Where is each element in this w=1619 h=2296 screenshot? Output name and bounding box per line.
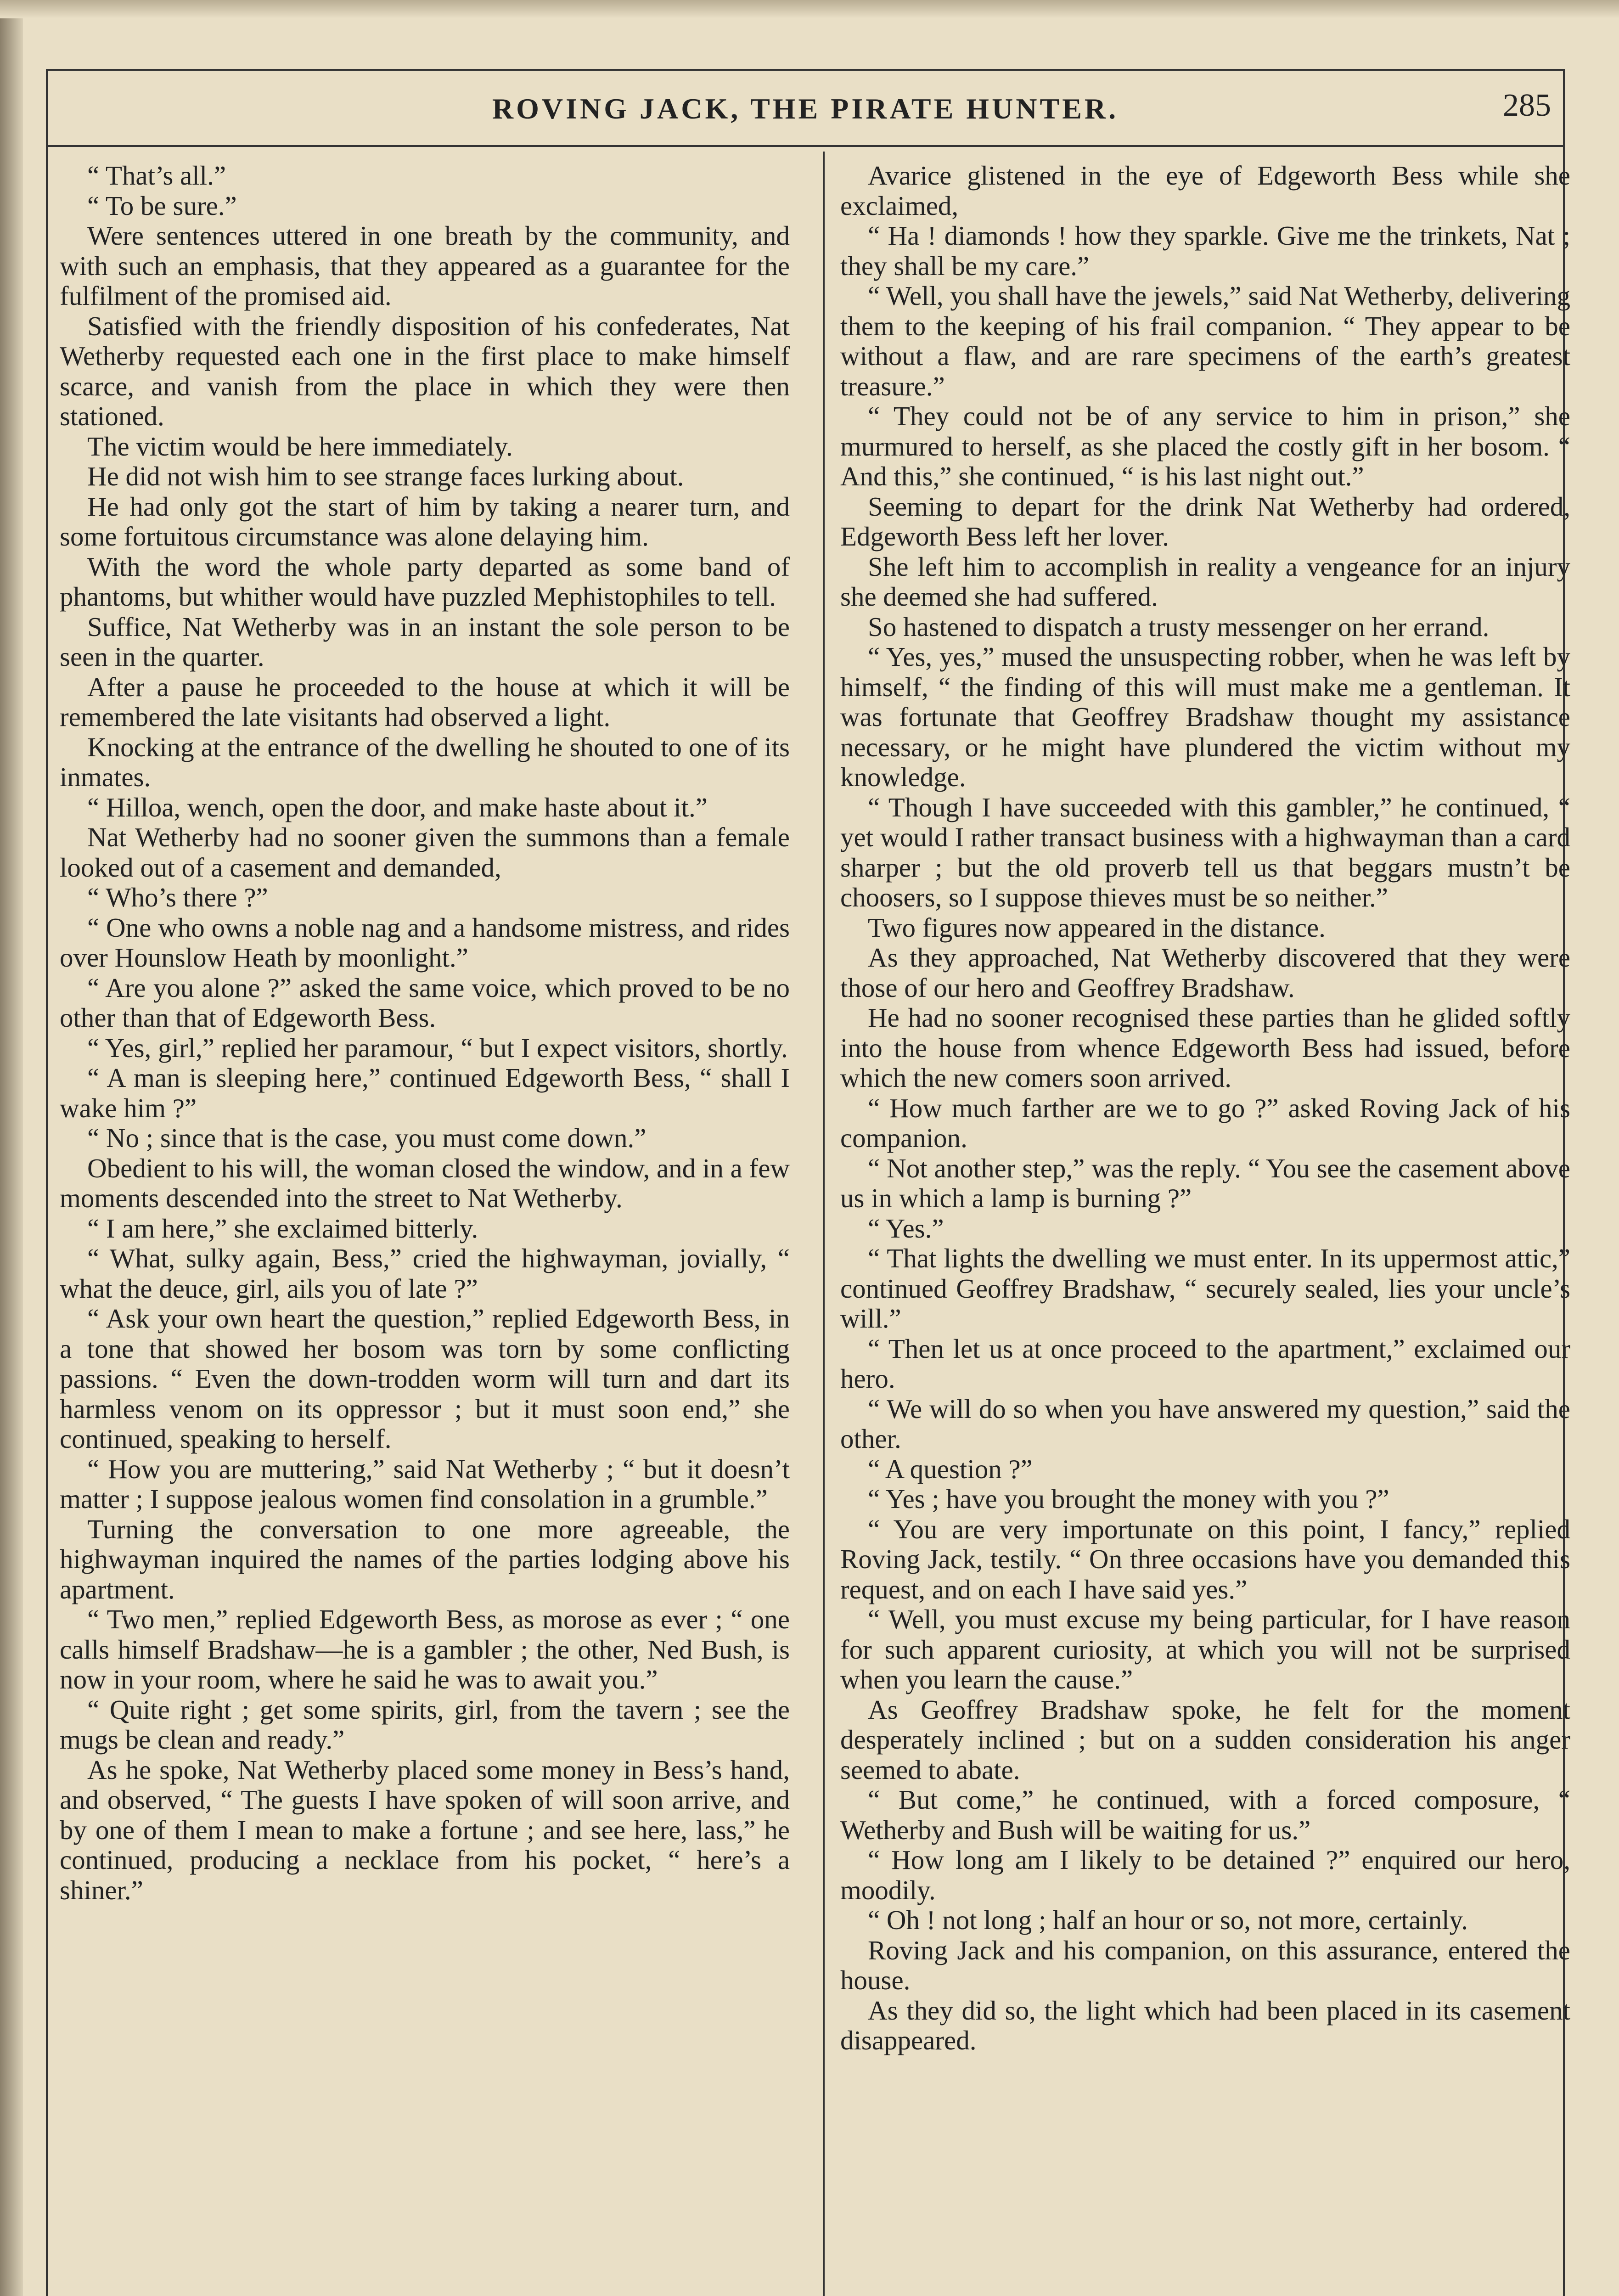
running-header [46, 78, 1565, 147]
paragraph: “ A question ?” [868, 1453, 1033, 1484]
paragraph: “ That lights the dwelling we must enter. In its uppermost attic,” continued Geoffrey Bradshaw, “ securely sealed, lies your uncle’s will.” [840, 1243, 1570, 1334]
paragraph: “ Yes, yes,” mused the unsuspecting robber, when he was left by himself, “ the finding of this will must make me a gentleman. It was fortunate that Geoffrey Bradshaw thought my assistance necessary, or he might have plundered the victim without my knowledge. [840, 642, 1570, 792]
paragraph: “ Yes.” [868, 1213, 944, 1244]
paragraph: Satisfied with the friendly disposition of his confederates, Nat Wetherby requested each one in the first place to make himself scarce, and vanish from the place in which they were then stationed. [60, 310, 790, 431]
paragraph: “ Yes, girl,” replied her paramour, “ but I expect visitors, shortly. [87, 1032, 788, 1063]
paragraph: “ They could not be of any service to him in prison,” she murmured to herself, as she placed the costly gift in her bosom. “ And this,” she continued, “ is his last night out.” [840, 401, 1570, 491]
paragraph: “ Not another step,” was the reply. “ You see the casement above us in which a lamp is burning ?” [840, 1153, 1570, 1213]
paragraph: “ Hilloa, wench, open the door, and make haste about it.” [87, 792, 708, 822]
paragraph: “ What, sulky again, Bess,” cried the highwayman, jovially, “ what the deuce, girl, ails you of late ?” [60, 1243, 790, 1304]
paragraph: Avarice glistened in the eye of Edgeworth Bess while she exclaimed, [840, 161, 1570, 221]
paragraph: Suffice, Nat Wetherby was in an instant the sole person to be seen in the quarter. [60, 611, 790, 672]
page-number: 285 [1503, 88, 1551, 123]
paragraph: “ No ; since that is the case, you must come down.” [87, 1123, 646, 1153]
paragraph: “ Yes ; have you brought the money with you ?” [868, 1484, 1389, 1514]
paragraph: Seeming to depart for the drink Nat Wetherby had ordered, Edgeworth Bess left her lover. [840, 491, 1570, 551]
paragraph: “ A man is sleeping here,” continued Edgeworth Bess, “ shall I wake him ?” [60, 1063, 790, 1123]
paragraph: Were sentences uttered in one breath by the community, and with such an emphasis, that they appeared as a guarantee for the fulfilment of the promised aid. [60, 220, 790, 311]
paragraph: “ How long am I likely to be detained ?” enquired our hero, moodily. [840, 1845, 1570, 1905]
right-text-column [840, 161, 1570, 2296]
paragraph: He did not wish him to see strange faces lurking about. [87, 461, 684, 491]
paragraph: “ Well, you shall have the jewels,” said Nat Wetherby, delivering them to the keeping of his frail companion. “ They appear to be without a flaw, and are rare specimens of the earth’s greatest treasure.” [840, 281, 1570, 401]
paragraph: She left him to accomplish in reality a vengeance for an injury she deemed she had suffered. [840, 551, 1570, 612]
page-binding-edge [0, 0, 23, 2296]
paragraph: Turning the conversation to one more agreeable, the highwayman inquired the names of the parties lodging above his apartment. [60, 1514, 790, 1604]
paragraph: “ We will do so when you have answered my question,” said the other. [840, 1393, 1570, 1454]
paragraph: “ How you are muttering,” said Nat Wetherby ; “ but it doesn’t matter ; I suppose jealous women find consolation in a grumble.” [60, 1453, 790, 1514]
paragraph: The victim would be here immediately. [87, 431, 513, 461]
paragraph: “ Though I have succeeded with this gambler,” he continued, “ yet would I rather transact business with a highwayman than a card sharper ; but the old proverb tell us that beggars mustn’t be choosers, so I suppose thieves must be so neither.” [840, 792, 1570, 912]
paragraph: He had no sooner recognised these parties than he glided softly into the house from whence Edgeworth Bess had issued, before which the new comers soon arrived. [840, 1002, 1570, 1093]
paragraph: “ To be sure.” [87, 190, 237, 221]
paragraph: “ Who’s there ?” [87, 882, 268, 912]
paragraph: As they approached, Nat Wetherby discovered that they were those of our hero and Geoffrey Bradshaw. [840, 942, 1570, 1003]
paragraph: Obedient to his will, the woman closed the window, and in a few moments descended into the street to Nat Wetherby. [60, 1153, 790, 1213]
paragraph: With the word the whole party departed as some band of phantoms, but whither would have puzzled Mephistophiles to tell. [60, 551, 790, 612]
paragraph: He had only got the start of him by taking a nearer turn, and some fortuitous circumstance was alone delaying him. [60, 491, 790, 551]
paragraph: “ That’s all.” [87, 161, 226, 191]
paragraph: “ Quite right ; get some spirits, girl, from the tavern ; see the mugs be clean and ready.” [60, 1694, 790, 1755]
column-divider [823, 152, 825, 2296]
paragraph: As they did so, the light which had been placed in its casement disappeared. [840, 1995, 1570, 2055]
paragraph: “ How much farther are we to go ?” asked Roving Jack of his companion. [840, 1092, 1570, 1153]
paragraph: “ You are very importunate on this point, I fancy,” replied Roving Jack, testily. “ On three occasions have you demanded this request, and on each I have said yes.” [840, 1514, 1570, 1604]
paragraph: Knocking at the entrance of the dwelling he shouted to one of its inmates. [60, 732, 790, 792]
paragraph: “ Oh ! not long ; half an hour or so, not more, certainly. [868, 1905, 1468, 1935]
paragraph: So hastened to dispatch a trusty messenger on her errand. [868, 611, 1490, 642]
paragraph: “ Well, you must excuse my being particular, for I have reason for such apparent curiosity, at which you will not be surprised when you learn the cause.” [840, 1604, 1570, 1694]
paragraph: “ I am here,” she exclaimed bitterly. [87, 1213, 478, 1244]
running-title: ROVING JACK, THE PIRATE HUNTER. [492, 92, 1119, 125]
paragraph: “ Two men,” replied Edgeworth Bess, as morose as ever ; “ one calls himself Bradshaw—he is a gambler ; the other, Ned Bush, is now in your room, where he said he was to await you.” [60, 1604, 790, 1694]
paragraph: “ One who owns a noble nag and a handsome mistress, and rides over Hounslow Heath by moonlight.” [60, 912, 790, 973]
paragraph: “ Ha ! diamonds ! how they sparkle. Give me the trinkets, Nat ; they shall be my care.” [840, 220, 1570, 281]
paragraph: As he spoke, Nat Wetherby placed some money in Bess’s hand, and observed, “ The guests I have spoken of will soon arrive, and by one of them I mean to make a fortune ; and see here, lass,” he continued, producing a necklace from his pocket, “ here’s a shiner.” [60, 1754, 790, 1905]
page-top-edge [0, 0, 1619, 18]
paragraph: “ But come,” he continued, with a forced composure, “ Wetherby and Bush will be waiting for us.” [840, 1784, 1570, 1845]
paragraph: “ Then let us at once proceed to the apartment,” exclaimed our hero. [840, 1333, 1570, 1394]
paragraph: As Geoffrey Bradshaw spoke, he felt for the moment desperately inclined ; but on a sudden consideration his anger seemed to abate. [840, 1694, 1570, 1785]
left-text-column [60, 161, 790, 2296]
paragraph: After a pause he proceeded to the house at which it will be remembered the late visitants had observed a light. [60, 671, 790, 732]
paragraph: Two figures now appeared in the distance. [868, 912, 1326, 943]
paragraph: Roving Jack and his companion, on this assurance, entered the house. [840, 1935, 1570, 1995]
paragraph: Nat Wetherby had no sooner given the summons than a female looked out of a casement and demanded, [60, 822, 790, 883]
paragraph: “ Are you alone ?” asked the same voice, which proved to be no other than that of Edgeworth Bess. [60, 972, 790, 1033]
paragraph: “ Ask your own heart the question,” replied Edgeworth Bess, in a tone that showed her bosom was torn by some conflicting passions. “ Even the down-trodden worm will turn and dart its harmless venom on its oppressor ; but it must soon end,” she continued, speaking to herself. [60, 1303, 790, 1454]
